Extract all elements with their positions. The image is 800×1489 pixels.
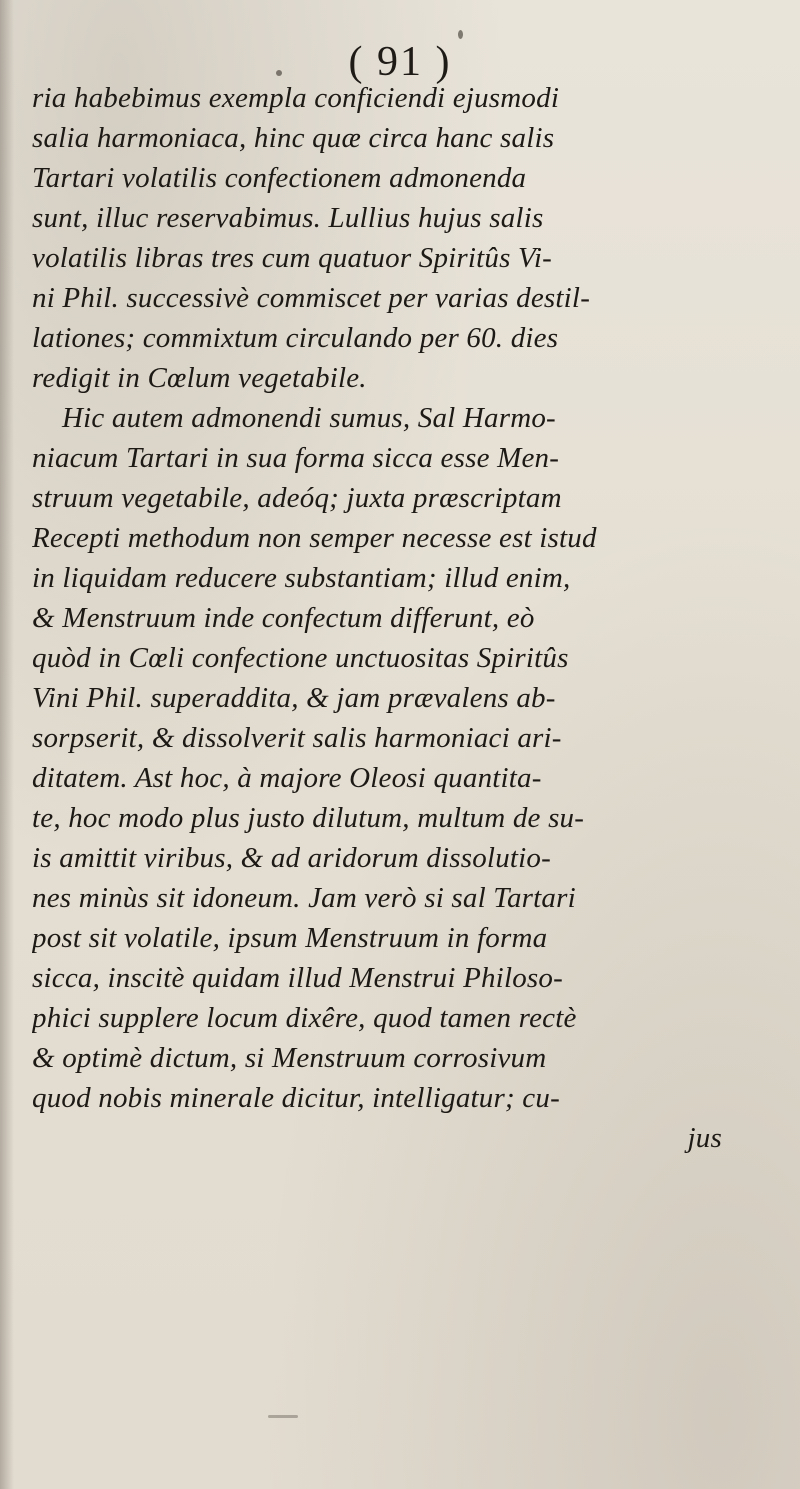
text-line: ni Phil. successivè commiscet per varias destil-: [32, 282, 591, 314]
text-line: quod nobis minerale dicitur, intelligatur; cu-: [32, 1082, 560, 1114]
paragraph-start-line: Hic autem admonendi sumus, Sal Harmo-: [62, 402, 556, 434]
binding-shadow: [0, 0, 14, 1489]
text-line: quòd in Cœli confectione unctuositas Spiritûs: [32, 642, 569, 674]
text-line: is amittit viribus, & ad aridorum dissolutio-: [32, 842, 551, 874]
text-line: nes minùs sit idoneum. Jam verò si sal Tartari: [32, 882, 576, 914]
text-line: sorpserit, & dissolverit salis harmoniaci ari-: [32, 722, 562, 754]
text-line: struum vegetabile, adeóq; juxta præscriptam: [32, 482, 562, 514]
text-line: post sit volatile, ipsum Menstruum in forma: [32, 922, 548, 954]
text-line: & Menstruum inde confectum differunt, eò: [32, 602, 535, 634]
text-line: ria habebimus exempla conficiendi ejusmodi: [32, 82, 560, 114]
page-number: ( 91 ): [348, 39, 452, 85]
text-line: sicca, inscitè quidam illud Menstrui Philoso-: [32, 962, 563, 994]
text-line: salia harmoniaca, hinc quæ circa hanc salis: [32, 122, 555, 154]
text-line: niacum Tartari in sua forma sicca esse Men-: [32, 442, 560, 474]
text-line: & optimè dictum, si Menstruum corrosivum: [32, 1042, 547, 1074]
ink-speck: [458, 30, 463, 39]
ink-speck: [276, 70, 282, 76]
ink-speck: [268, 1415, 298, 1418]
text-line: te, hoc modo plus justo dilutum, multum de su-: [32, 802, 585, 834]
text-line: Recepti methodum non semper necesse est istud: [32, 522, 597, 554]
text-line: Tartari volatilis confectionem admonenda: [32, 162, 527, 194]
text-line: redigit in Cœlum vegetabile.: [32, 362, 367, 394]
text-line: Vini Phil. superaddita, & jam prævalens ab-: [32, 682, 556, 714]
text-line: volatilis libras tres cum quatuor Spiritûs Vi-: [32, 242, 552, 274]
body-text: [32, 78, 782, 1158]
text-line: lationes; commixtum circulando per 60. dies: [32, 322, 559, 354]
text-line: sunt, illuc reservabimus. Lullius hujus salis: [32, 202, 544, 234]
catchword: jus: [687, 1122, 722, 1154]
text-line: in liquidam reducere substantiam; illud enim,: [32, 562, 571, 594]
text-line: phici supplere locum dixêre, quod tamen rectè: [32, 1002, 577, 1034]
text-line: ditatem. Ast hoc, à majore Oleosi quantita-: [32, 762, 542, 794]
